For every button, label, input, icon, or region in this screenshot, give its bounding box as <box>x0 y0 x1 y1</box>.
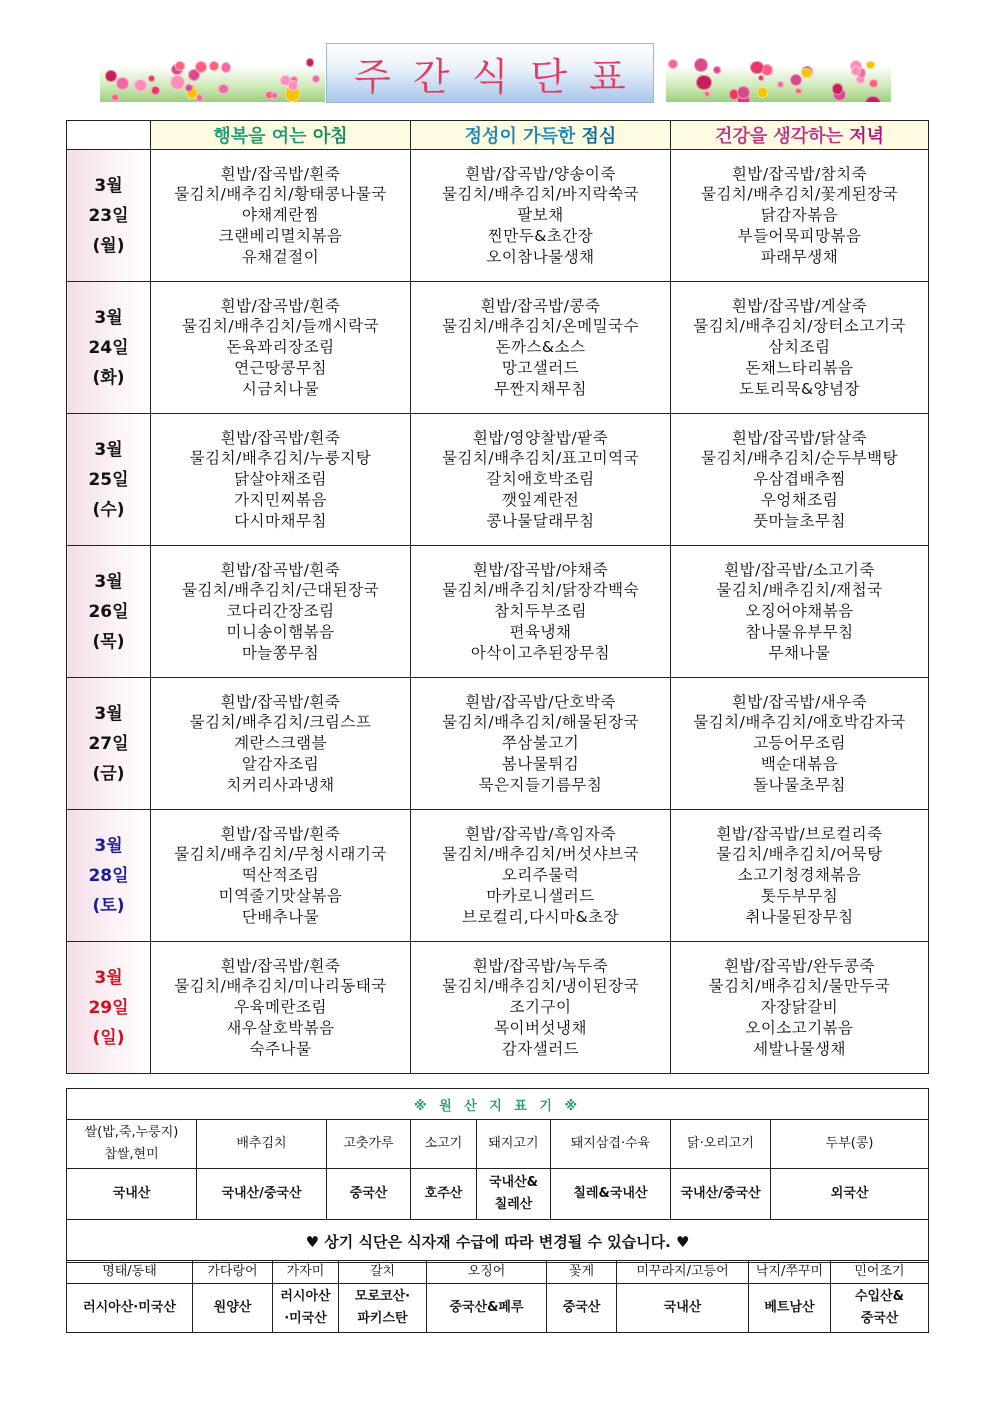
flower-icon <box>221 62 232 73</box>
dinner-dishes-cell <box>671 942 929 1074</box>
day-month: 3월 <box>94 703 123 724</box>
day-month: 3월 <box>94 439 123 460</box>
breakfast-dishes-cell <box>151 282 411 414</box>
dish-item: 숙주나물 <box>249 1039 312 1058</box>
dish-item: 묵은지들기름무침 <box>478 775 603 794</box>
dish-item: 오리주물럭 <box>501 866 580 885</box>
flower-icon <box>795 88 802 95</box>
dish-item: 망고샐러드 <box>501 358 580 377</box>
breakfast-dishes-cell <box>151 546 411 678</box>
origin-item-label: 낙지/쭈꾸미 <box>749 1261 831 1284</box>
dish-item: 흰밥/잡곡밥/완두콩죽 <box>724 956 875 975</box>
breakfast-header <box>151 121 411 150</box>
dish-item: 돈육꽈리장조림 <box>226 338 335 357</box>
flower-icon <box>271 92 278 99</box>
dish-item: 우엉채조림 <box>760 490 839 509</box>
dish-item: 돈까스&소스 <box>495 338 586 357</box>
dish-item: 미역줄기맛살볶음 <box>218 886 343 905</box>
origin-item-label: 돼지삼겹·수육 <box>551 1120 671 1169</box>
dish-item: 치커리사과냉채 <box>226 775 335 794</box>
day-month: 3월 <box>94 571 123 592</box>
dish-item: 부들어묵피망볶음 <box>737 226 862 245</box>
dinner-dishes-cell <box>671 546 929 678</box>
flower-icon <box>704 91 710 97</box>
dish-item: 흰밥/영양찰밥/팥죽 <box>472 428 609 447</box>
flower-icon <box>851 66 861 76</box>
flower-icon <box>116 77 129 90</box>
dish-item: 파래무생채 <box>760 247 839 266</box>
flower-decoration-left <box>100 50 325 102</box>
day-cell <box>67 546 151 678</box>
dish-item: 흰밥/잡곡밥/닭살죽 <box>731 428 868 447</box>
flower-icon <box>185 84 193 92</box>
flower-icon <box>175 61 185 71</box>
dish-item: 아삭이고추된장무침 <box>470 643 611 662</box>
origin-table <box>66 1088 929 1263</box>
dish-item: 계란스크램블 <box>234 734 327 753</box>
origin-item-value: 수입산& 중국산 <box>831 1284 929 1333</box>
dish-item: 흰밥/잡곡밥/야채죽 <box>472 560 609 579</box>
day-month: 3월 <box>94 175 123 196</box>
flower-icon <box>737 86 750 99</box>
origin-title: ※ 원 산 지 표 기 ※ <box>67 1089 929 1120</box>
dish-item: 우삼겹배추찜 <box>753 470 846 489</box>
dish-item: 취나물된장무침 <box>745 907 854 926</box>
origin-item-value: 원양산 <box>193 1284 273 1333</box>
origin-item-label: 꽃게 <box>547 1261 617 1284</box>
dish-item: 봄나물튀김 <box>501 754 580 773</box>
dinner-header-name: 저녁 <box>849 126 885 147</box>
origin-item-label: 돼지고기 <box>477 1120 551 1169</box>
dish-item: 콩나물달래무침 <box>486 511 595 530</box>
menu-day-row <box>67 414 929 546</box>
origin-item-value: 국내산& 칠레산 <box>477 1169 551 1220</box>
dish-item: 흰밥/잡곡밥/게살죽 <box>731 296 868 315</box>
dish-item: 물김치/배추김치/버섯샤브국 <box>441 845 640 864</box>
day-cell <box>67 414 151 546</box>
origin-item-label: 민어조기 <box>831 1261 929 1284</box>
origin-item-label: 오징어 <box>427 1261 547 1284</box>
breakfast-header-prefix: 행복을 여는 <box>213 126 313 147</box>
dish-item: 백순대볶음 <box>760 754 839 773</box>
lunch-header-name: 점심 <box>581 126 617 147</box>
flower-icon <box>312 75 320 83</box>
origin-item-label: 가다랑어 <box>193 1261 273 1284</box>
day-cell <box>67 810 151 942</box>
dish-item: 흰밥/잡곡밥/새우죽 <box>731 692 868 711</box>
origin-item-value: 외국산 <box>771 1169 929 1220</box>
page-title: 주간식단표 <box>354 54 648 99</box>
origin-item-label: 갈치 <box>339 1261 427 1284</box>
flower-icon <box>209 61 219 71</box>
dish-item: 닭살야채조림 <box>234 470 327 489</box>
origin-item-label: 배추김치 <box>197 1120 327 1169</box>
day-cell <box>67 678 151 810</box>
dish-item: 흰밥/잡곡밥/흰죽 <box>220 164 341 183</box>
dish-item: 자장닭갈비 <box>760 998 839 1017</box>
dish-item: 쭈삼불고기 <box>501 734 580 753</box>
day-date: 26일 <box>88 601 129 622</box>
dish-item: 알감자조림 <box>241 754 320 773</box>
day-month: 3월 <box>94 835 123 856</box>
origin-item-label: 소고기 <box>411 1120 477 1169</box>
dish-item: 흰밥/잡곡밥/양송이죽 <box>465 164 616 183</box>
breakfast-dishes-cell <box>151 414 411 546</box>
dish-item: 다시마채무침 <box>234 511 327 530</box>
origin-item-value: 러시아산·미국산 <box>67 1284 193 1333</box>
origin-item-label: 미꾸라지/고등어 <box>617 1261 749 1284</box>
dish-item: 코다리간장조림 <box>226 602 335 621</box>
dish-item: 물김치/배추김치/냉이된장국 <box>441 977 640 996</box>
page-title-banner <box>326 43 654 103</box>
day-date: 24일 <box>88 337 129 358</box>
lunch-dishes-cell <box>411 282 671 414</box>
origin-item-value: 중국산 <box>327 1169 411 1220</box>
dish-item: 무채나물 <box>768 643 831 662</box>
menu-day-row <box>67 546 929 678</box>
origin-item-label: 쌀(밥,죽,누룽지) 찹쌀,현미 <box>67 1120 197 1169</box>
dish-item: 편육냉채 <box>509 622 572 641</box>
origin-item-label: 명태/동태 <box>67 1261 193 1284</box>
flower-icon <box>288 80 299 91</box>
dish-item: 물김치/배추김치/들깨시락국 <box>181 317 380 336</box>
origin-item-label: 가자미 <box>273 1261 339 1284</box>
dish-item: 흰밥/잡곡밥/녹두죽 <box>472 956 609 975</box>
dish-item: 세발나물생채 <box>753 1039 846 1058</box>
dish-item: 깻잎계란전 <box>501 490 580 509</box>
dish-item: 물김치/배추김치/해물된장국 <box>441 713 640 732</box>
dish-item: 감자샐러드 <box>501 1039 580 1058</box>
origin-item-value: 베트남산 <box>749 1284 831 1333</box>
lunch-dishes-cell <box>411 546 671 678</box>
menu-day-row <box>67 150 929 282</box>
origin-item-value: 국내산 <box>617 1284 749 1333</box>
dish-item: 닭감자볶음 <box>760 206 839 225</box>
dish-item: 물김치/배추김치/근대된장국 <box>181 581 380 600</box>
origin-item-value: 국내산 <box>67 1169 197 1220</box>
lunch-dishes-cell <box>411 810 671 942</box>
flower-icon <box>790 74 802 86</box>
dish-item: 단배추나물 <box>241 907 320 926</box>
dish-item: 톳두부무침 <box>760 886 839 905</box>
dish-item: 오이소고기볶음 <box>745 1018 854 1037</box>
origin-item-value: 칠레&국내산 <box>551 1169 671 1220</box>
dish-item: 마카로니샐러드 <box>486 886 595 905</box>
flower-icon <box>757 87 768 98</box>
flower-icon <box>832 83 843 94</box>
dish-item: 삼치조림 <box>768 338 831 357</box>
dish-item: 물김치/배추김치/꽃게된장국 <box>700 185 899 204</box>
dinner-header <box>671 121 929 150</box>
dish-item: 참치두부조림 <box>494 602 587 621</box>
flower-icon <box>866 61 875 70</box>
origin-item-value: 러시아산 ·미국산 <box>273 1284 339 1333</box>
dish-item: 무짠지채무침 <box>494 379 587 398</box>
flower-icon <box>869 79 878 88</box>
dish-item: 야채계란찜 <box>241 206 320 225</box>
dish-item: 흰밥/잡곡밥/콩죽 <box>480 296 601 315</box>
dish-item: 흰밥/잡곡밥/소고기죽 <box>724 560 875 579</box>
dish-item: 도토리묵&양념장 <box>739 379 860 398</box>
dish-item: 물김치/배추김치/장터소고기국 <box>693 317 906 336</box>
day-date: 29일 <box>88 997 129 1018</box>
day-cell <box>67 942 151 1074</box>
dish-item: 흰밥/잡곡밥/참치죽 <box>731 164 868 183</box>
dish-item: 물김치/배추김치/크림스프 <box>189 713 372 732</box>
flower-icon <box>111 94 119 102</box>
dinner-dishes-cell <box>671 282 929 414</box>
dish-item: 미니송이햄볶음 <box>226 622 335 641</box>
dish-item: 물김치/배추김치/표고미역국 <box>441 449 640 468</box>
origin-item-label: 두부(콩) <box>771 1120 929 1169</box>
day-weekday: (일) <box>92 1027 125 1048</box>
flower-icon <box>134 79 147 92</box>
flower-icon <box>758 75 764 81</box>
dinner-dishes-cell <box>671 150 929 282</box>
lunch-dishes-cell <box>411 150 671 282</box>
flower-icon <box>801 68 812 79</box>
dish-item: 물김치/배추김치/순두부백탕 <box>700 449 899 468</box>
lunch-header <box>411 121 671 150</box>
dinner-dishes-cell <box>671 810 929 942</box>
dinner-dishes-cell <box>671 414 929 546</box>
dinner-header-prefix: 건강을 생각하는 <box>714 126 850 147</box>
flower-icon <box>306 58 315 67</box>
dish-item: 연근땅콩무침 <box>234 358 327 377</box>
flower-icon <box>105 70 117 82</box>
flower-icon <box>865 96 881 102</box>
dinner-dishes-cell <box>671 678 929 810</box>
dish-item: 풋마늘초무침 <box>753 511 846 530</box>
breakfast-dishes-cell <box>151 810 411 942</box>
dish-item: 물김치/배추김치/재첩국 <box>716 581 883 600</box>
menu-day-row <box>67 942 929 1074</box>
dish-item: 브로컬리,다시마&초장 <box>461 907 620 926</box>
day-weekday: (목) <box>92 631 125 652</box>
day-date: 25일 <box>88 469 129 490</box>
dish-item: 물김치/배추김치/온메밀국수 <box>441 317 640 336</box>
flower-icon <box>777 81 784 88</box>
dish-item: 떡산적조림 <box>241 866 320 885</box>
day-cell <box>67 282 151 414</box>
lunch-header-prefix: 정성이 가득한 <box>464 126 582 147</box>
dish-item: 물김치/배추김치/닭장각백숙 <box>441 581 640 600</box>
breakfast-dishes-cell <box>151 942 411 1074</box>
menu-day-row <box>67 282 929 414</box>
dish-item: 흰밥/잡곡밥/흰죽 <box>220 560 341 579</box>
dish-item: 돈채느타리볶음 <box>745 358 854 377</box>
dish-item: 고등어무조림 <box>753 734 846 753</box>
day-date: 28일 <box>88 865 129 886</box>
flower-decoration-right <box>666 50 891 102</box>
dish-item: 오징어야채볶음 <box>745 602 854 621</box>
day-cell <box>67 150 151 282</box>
origin-item-value: 모로코산· 파키스탄 <box>339 1284 427 1333</box>
day-weekday: (토) <box>92 895 125 916</box>
dish-item: 새우살호박볶음 <box>226 1018 335 1037</box>
day-date: 27일 <box>88 733 129 754</box>
dish-item: 흰밥/잡곡밥/흰죽 <box>220 296 341 315</box>
origin-item-value: 중국산 <box>547 1284 617 1333</box>
flower-icon <box>713 66 721 74</box>
lunch-dishes-cell <box>411 942 671 1074</box>
dish-item: 갈치애호박조림 <box>486 470 595 489</box>
origin-item-value: 중국산&페루 <box>427 1284 547 1333</box>
day-weekday: (수) <box>92 499 125 520</box>
menu-day-row <box>67 810 929 942</box>
weekly-menu-table <box>66 120 929 1074</box>
origin-item-value: 호주산 <box>411 1169 477 1220</box>
flower-icon <box>170 75 186 91</box>
dish-item: 물김치/배추김치/무청시래기국 <box>174 845 387 864</box>
dish-item: 팔보채 <box>517 206 564 225</box>
flower-icon <box>694 58 708 72</box>
dish-item: 우육메란조림 <box>234 998 327 1017</box>
dish-item: 물김치/배추김치/물만두국 <box>708 977 891 996</box>
dish-item: 흰밥/잡곡밥/흰죽 <box>220 692 341 711</box>
breakfast-dishes-cell <box>151 150 411 282</box>
flower-icon <box>668 59 678 69</box>
dish-item: 돌나물초무침 <box>753 775 846 794</box>
dish-item: 참나물유부무침 <box>745 622 854 641</box>
day-date: 23일 <box>88 205 129 226</box>
dish-item: 물김치/배추김치/어묵탕 <box>716 845 883 864</box>
day-weekday: (화) <box>92 367 125 388</box>
dish-item: 물김치/배추김치/바지락쑥국 <box>441 185 640 204</box>
dish-item: 흰밥/잡곡밥/흰죽 <box>220 824 341 843</box>
dish-item: 물김치/배추김치/미나리동태국 <box>174 977 387 996</box>
dish-item: 가지민찌볶음 <box>234 490 327 509</box>
dish-item: 마늘쫑무침 <box>241 643 320 662</box>
day-month: 3월 <box>94 967 123 988</box>
dish-item: 흰밥/잡곡밥/흰죽 <box>220 428 341 447</box>
dish-item: 오이참나물생채 <box>486 247 595 266</box>
flower-icon <box>218 84 228 94</box>
breakfast-header-name: 아침 <box>312 126 348 147</box>
dish-item: 유채겉절이 <box>241 247 320 266</box>
flower-icon <box>696 75 711 90</box>
dish-item: 찐만두&초간장 <box>487 226 594 245</box>
dish-item: 목이버섯냉채 <box>494 1018 587 1037</box>
dish-item: 흰밥/잡곡밥/브로컬리죽 <box>716 824 883 843</box>
menu-change-notice: ♥ 상기 식단은 식자재 수급에 따라 변경될 수 있습니다. ♥ <box>67 1220 929 1263</box>
menu-header-row <box>67 121 929 150</box>
dish-item: 물김치/배추김치/애호박감자국 <box>693 713 906 732</box>
lunch-dishes-cell <box>411 414 671 546</box>
origin-item-value: 국내산/중국산 <box>197 1169 327 1220</box>
lunch-dishes-cell <box>411 678 671 810</box>
flower-icon <box>148 75 155 82</box>
day-weekday: (월) <box>92 235 125 256</box>
day-weekday: (금) <box>92 763 125 784</box>
dish-item: 물김치/배추김치/누룽지탕 <box>189 449 372 468</box>
origin-item-value: 국내산/중국산 <box>671 1169 771 1220</box>
dish-item: 조기구이 <box>509 998 572 1017</box>
menu-day-row <box>67 678 929 810</box>
dish-item: 소고기청경채볶음 <box>737 866 862 885</box>
dish-item: 흰밥/잡곡밥/흰죽 <box>220 956 341 975</box>
breakfast-dishes-cell <box>151 678 411 810</box>
day-month: 3월 <box>94 307 123 328</box>
dish-item: 물김치/배추김치/황태콩나물국 <box>174 185 387 204</box>
header-corner <box>67 121 151 150</box>
origin-item-label: 닭·오리고기 <box>671 1120 771 1169</box>
flower-icon <box>195 61 207 73</box>
origin-item-label: 고춧가루 <box>327 1120 411 1169</box>
origin-table-2 <box>66 1260 929 1333</box>
dish-item: 흰밥/잡곡밥/단호박죽 <box>465 692 616 711</box>
dish-item: 크랜베리멸치볶음 <box>218 226 343 245</box>
flower-icon <box>151 86 160 95</box>
dish-item: 흰밥/잡곡밥/흑임자죽 <box>465 824 616 843</box>
dish-item: 시금치나물 <box>241 379 320 398</box>
